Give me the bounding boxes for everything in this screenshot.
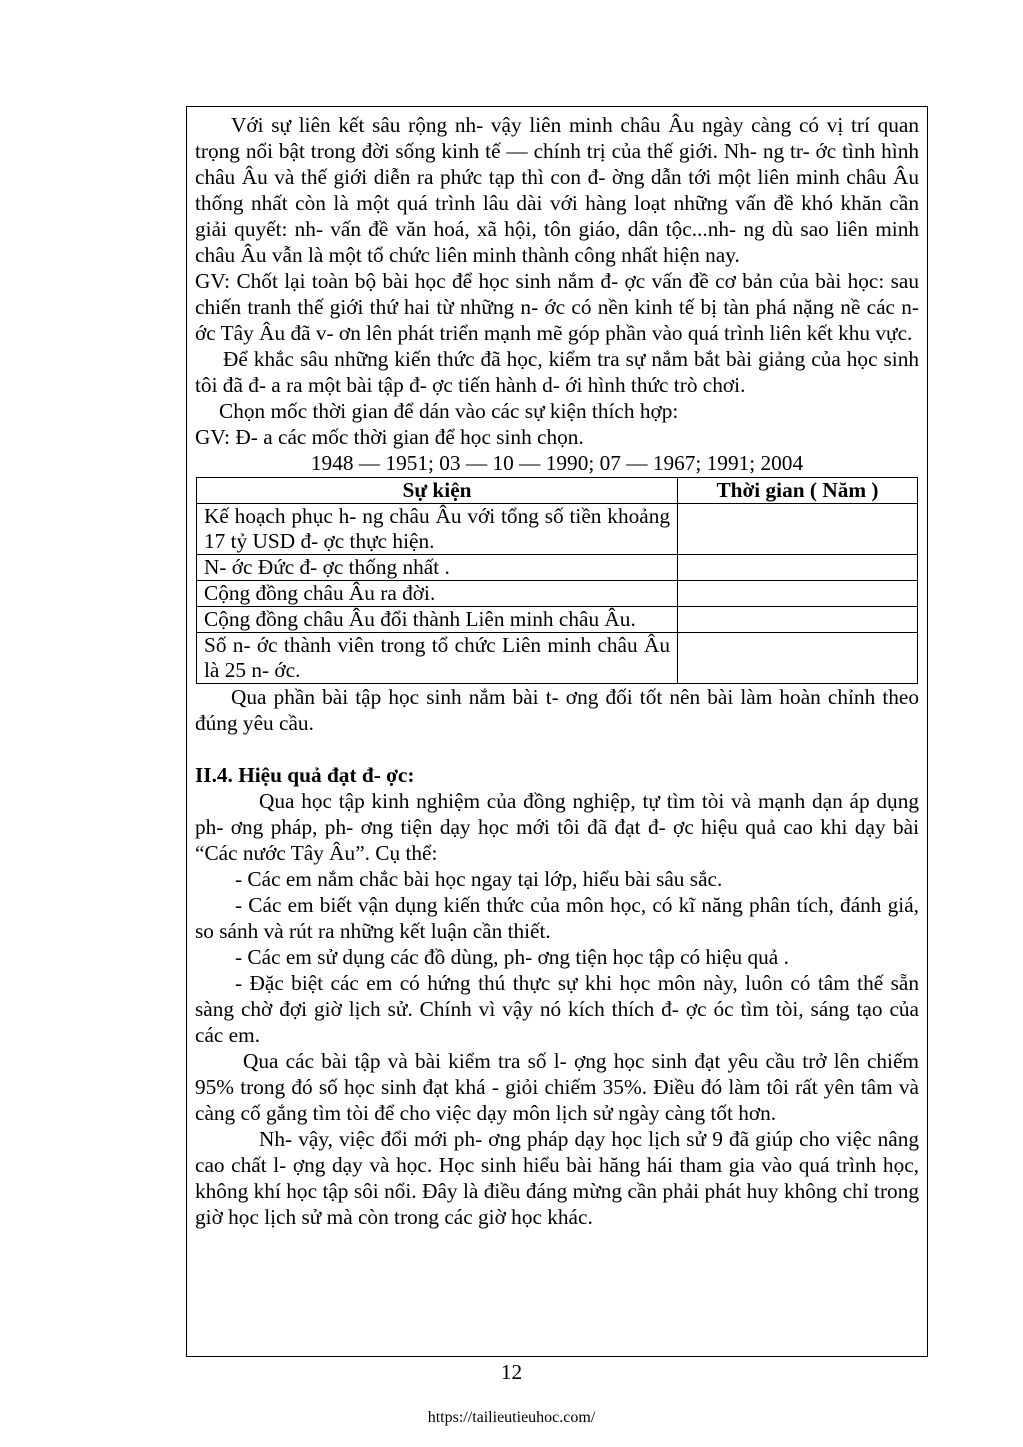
paragraph-after-table: Qua phần bài tập học sinh nắm bài t- ơng đối tốt nên bài làm hoàn chỉnh theo đúng yêu cầu. xyxy=(195,685,919,735)
time-cell xyxy=(678,504,918,555)
time-cell xyxy=(678,581,918,607)
paragraph-results-intro: Qua học tập kinh nghiệm của đồng nghiệp, tự tìm tòi và mạnh dạn áp dụng ph- ơng pháp, ph- ơng tiện dạy học mới tôi đã đạt đ- ợc hiệu quả cao khi dạy bài “Các nước Tây Âu”. Cụ thể: xyxy=(195,789,919,865)
header-time: Thời gian ( Năm ) xyxy=(678,478,918,504)
paragraph-eu-integration: Với sự liên kết sâu rộng nh- vậy liên minh châu Âu ngày càng có vị trí quan trọng nổi bật trong đời sống kinh tế — chính trị của thế giới. Nh- ng tr- ớc tình hình châu Âu và thế giới diễn ra phức tạp thì con đ- ờng dẫn tới một liên minh châu Âu thống nhất còn là một quá trình lâu dài với hàng loạt những vấn đề khó khăn cần giải quyết: nh- vấn đề văn hoá, xã hội, tôn giáo, dân tộc...nh- ng dù sao liên minh châu Âu vẫn là một tổ chức liên minh thành công nhất hiện nay. xyxy=(195,113,919,267)
bullet-item: - Các em nắm chắc bài học ngay tại lớp, hiểu bài sâu sắc. xyxy=(235,867,723,891)
time-options: 1948 — 1951; 03 — 10 — 1990; 07 — 1967; 1991; 2004 xyxy=(310,451,804,475)
section-heading: II.4. Hiệu quả đạt đ- ợc: xyxy=(195,763,415,787)
paragraph-conclusion: Nh- vậy, việc đổi mới ph- ơng pháp dạy học lịch sử 9 đã giúp cho việc nâng cao chất l- ợng dạy và học. Học sinh hiểu bài hăng hái tham gia vào quá trình học, không khí học tập sôi nổi. Đây là điều đáng mừng cần phải phát huy không chỉ trong giờ học lịch sử mà còn trong các giờ học khác. xyxy=(195,1127,919,1229)
event-cell: Cộng đồng châu Âu ra đời. xyxy=(197,581,678,607)
time-cell xyxy=(678,555,918,581)
footer-url[interactable]: https://tailieutieuhoc.com/ xyxy=(427,1409,596,1426)
event-cell: Kế hoạch phục h- ng châu Âu với tổng số tiền khoảng 17 tỷ USD đ- ợc thực hiện. xyxy=(197,504,678,555)
paragraph-instruction: Chọn mốc thời gian để dán vào các sự kiện thích hợp: xyxy=(219,399,679,423)
table-row xyxy=(197,504,918,555)
time-cell xyxy=(678,607,918,633)
paragraph-teacher-times: GV: Đ- a các mốc thời gian để học sinh chọn. xyxy=(195,425,584,449)
paragraph-results-stats: Qua các bài tập và bài kiểm tra số l- ợng học sinh đạt yêu cầu trở lên chiếm 95% trong đó số học sinh đạt khá - giỏi chiếm 35%. Điều đó làm tôi rất yên tâm và càng cố gắng tìm tòi để cho việc dạy môn lịch sử ngày càng tốt hơn. xyxy=(195,1049,919,1125)
document-body xyxy=(195,112,919,1230)
event-cell: Số n- ớc thành viên trong tổ chức Liên minh châu Âu là 25 n- ớc. xyxy=(197,633,678,684)
table-row xyxy=(197,607,918,633)
table-header-row xyxy=(197,478,918,504)
bullet-item: - Đặc biệt các em có hứng thú thực sự khi học môn này, luôn có tâm thế sẵn sàng chờ đợi giờ lịch sử. Chính vì vậy nó kích thích đ- ợc óc tìm tòi, sáng tạo của các em. xyxy=(195,971,919,1047)
table-row xyxy=(197,581,918,607)
event-cell: Cộng đồng châu Âu đổi thành Liên minh châu Âu. xyxy=(197,607,678,633)
bullet-item: - Các em sử dụng các đồ dùng, ph- ơng tiện học tập có hiệu quả . xyxy=(235,945,789,969)
header-event: Sự kiện xyxy=(197,478,678,504)
paragraph-teacher-summary: GV: Chốt lại toàn bộ bài học để học sinh nắm đ- ợc vấn đề cơ bản của bài học: sau chiến tranh thế giới thứ hai từ những n- ớc có nền kinh tế bị tàn phá nặng nề các n- ớc Tây Âu đã v- ơn lên phát triển mạnh mẽ góp phần vào quá trình liên kết khu vực. xyxy=(195,269,919,345)
event-cell: N- ớc Đức đ- ợc thống nhất . xyxy=(197,555,678,581)
table-row xyxy=(197,555,918,581)
events-table xyxy=(196,477,918,684)
page-number: 12 xyxy=(500,1360,523,1384)
paragraph-exercise-intro: Để khắc sâu những kiến thức đã học, kiểm tra sự nắm bắt bài giảng của học sinh tôi đã đ- a ra một bài tập đ- ợc tiến hành d- ới hình thức trò chơi. xyxy=(195,347,919,397)
time-cell xyxy=(678,633,918,684)
bullet-item: - Các em biết vận dụng kiến thức của môn học, có kĩ năng phân tích, đánh giá, so sánh và rút ra những kết luận cần thiết. xyxy=(195,893,919,943)
table-row xyxy=(197,633,918,684)
